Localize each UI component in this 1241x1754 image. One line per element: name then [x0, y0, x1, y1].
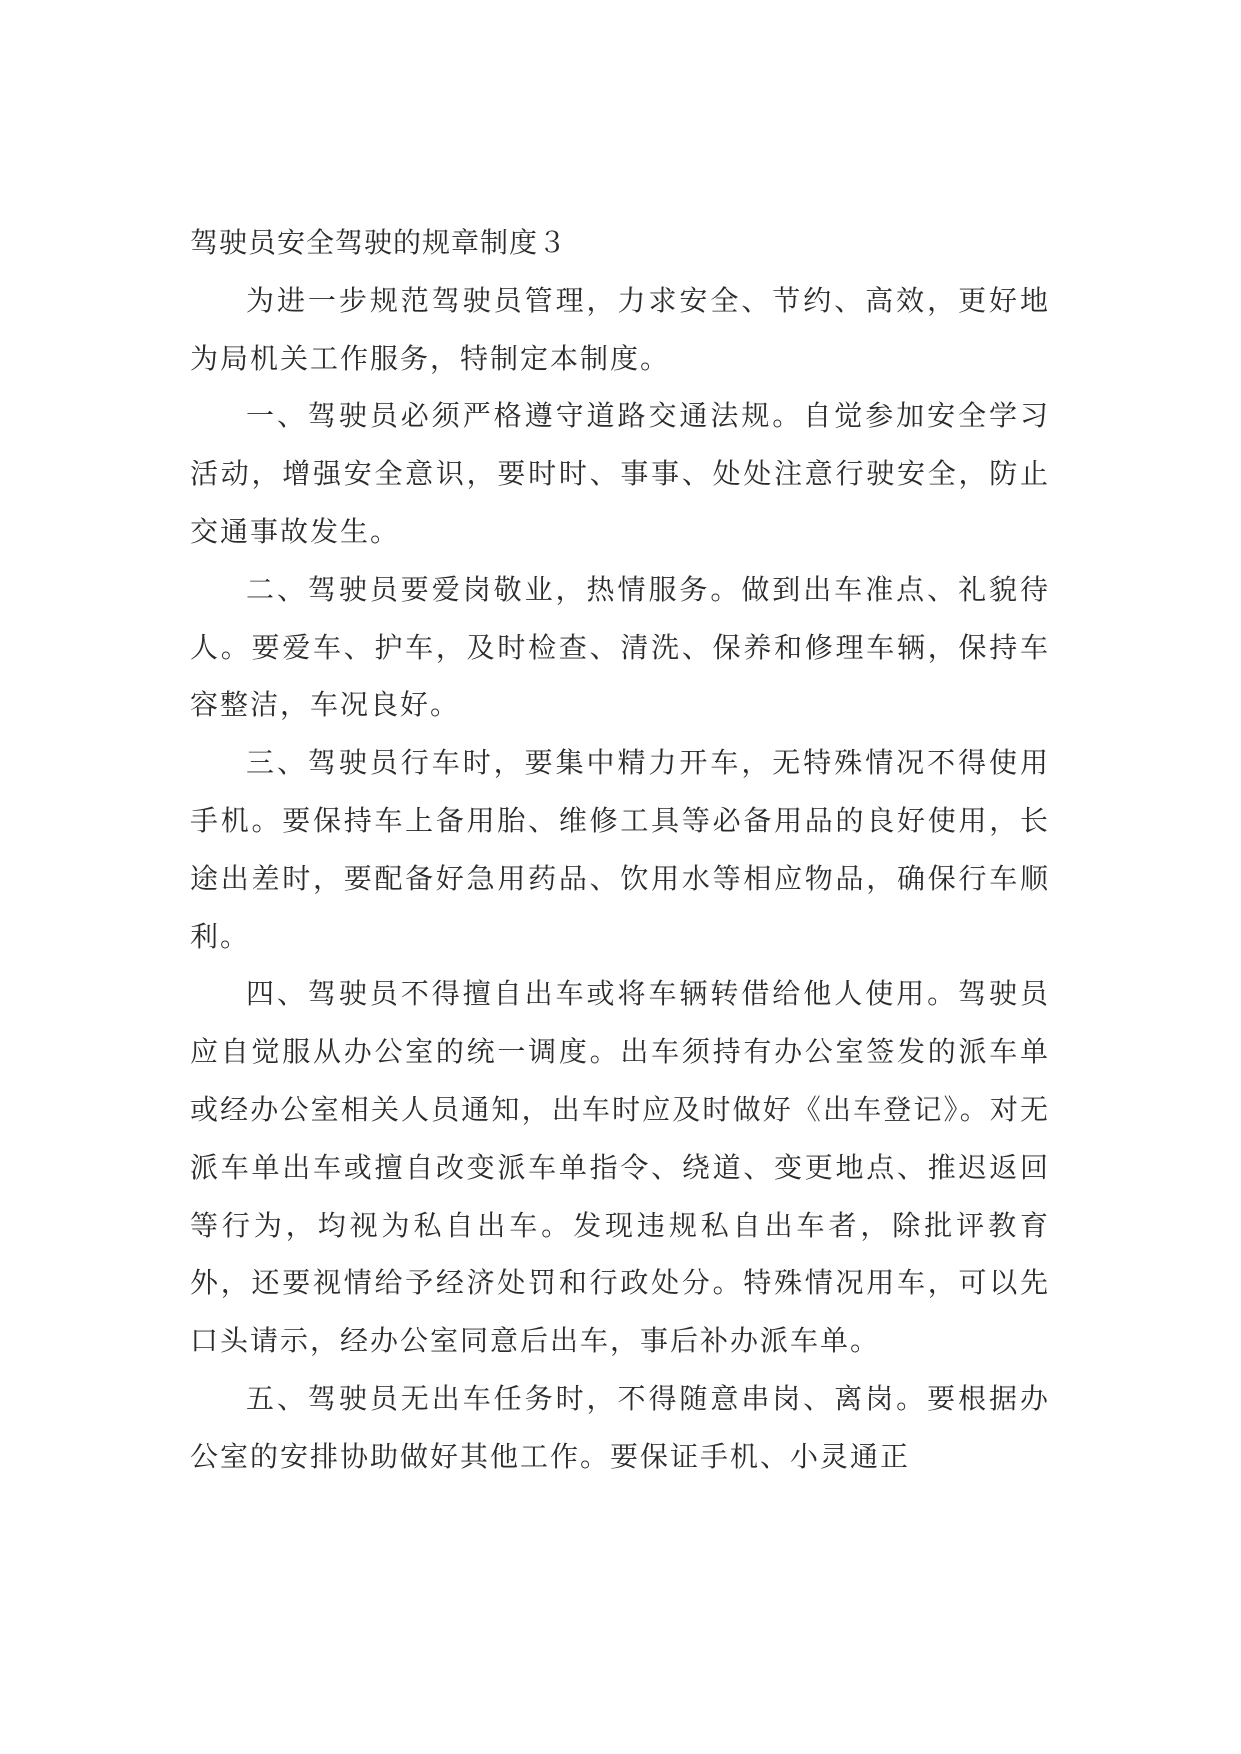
paragraph-rule-2: 二、驾驶员要爱岗敬业，热情服务。做到出车准点、礼貌待人。要爱车、护车，及时检查、清洗、保养和修理车辆，保持车容整洁，车况良好。 — [190, 572, 1050, 722]
paragraph-rule-1: 一、驾驶员必须严格遵守道路交通法规。自觉参加安全学习活动，增强安全意识，要时时、事事、处处注意行驶安全，防止交通事故发生。 — [190, 399, 1050, 548]
paragraph-rule-3: 三、驾驶员行车时，要集中精力开车，无特殊情况不得使用手机。要保持车上备用胎、维修工具等必备用品的良好使用，长途出差时，要配备好急用药品、饮用水等相应物品，确保行车顺利。 — [190, 746, 1050, 953]
paragraph-intro: 为进一步规范驾驶员管理，力求安全、节约、高效，更好地为局机关工作服务，特制定本制度。 — [190, 283, 1050, 375]
paragraph-rule-5: 五、驾驶员无出车任务时，不得随意串岗、离岗。要根据办公室的安排协助做好其他工作。要保证手机、小灵通正 — [190, 1381, 1050, 1473]
document-title: 驾驶员安全驾驶的规章制度３ — [190, 226, 568, 259]
paragraph-rule-4: 四、驾驶员不得擅自出车或将车辆转借给他人使用。驾驶员应自觉服从办公室的统一调度。出车须持有办公室签发的派车单或经办公室相关人员通知，出车时应及时做好《出车登记》。对无派车单出车或擅自改变派车单指令、绕道、变更地点、推迟返回等行为，均视为私自出车。发现违规私自出车者，除批评教育外，还要视情给予经济处罚和行政处分。特殊情况用车，可以先口头请示，经办公室同意后出车，事后补办派车单。 — [190, 977, 1050, 1358]
document-body — [190, 214, 1050, 1486]
